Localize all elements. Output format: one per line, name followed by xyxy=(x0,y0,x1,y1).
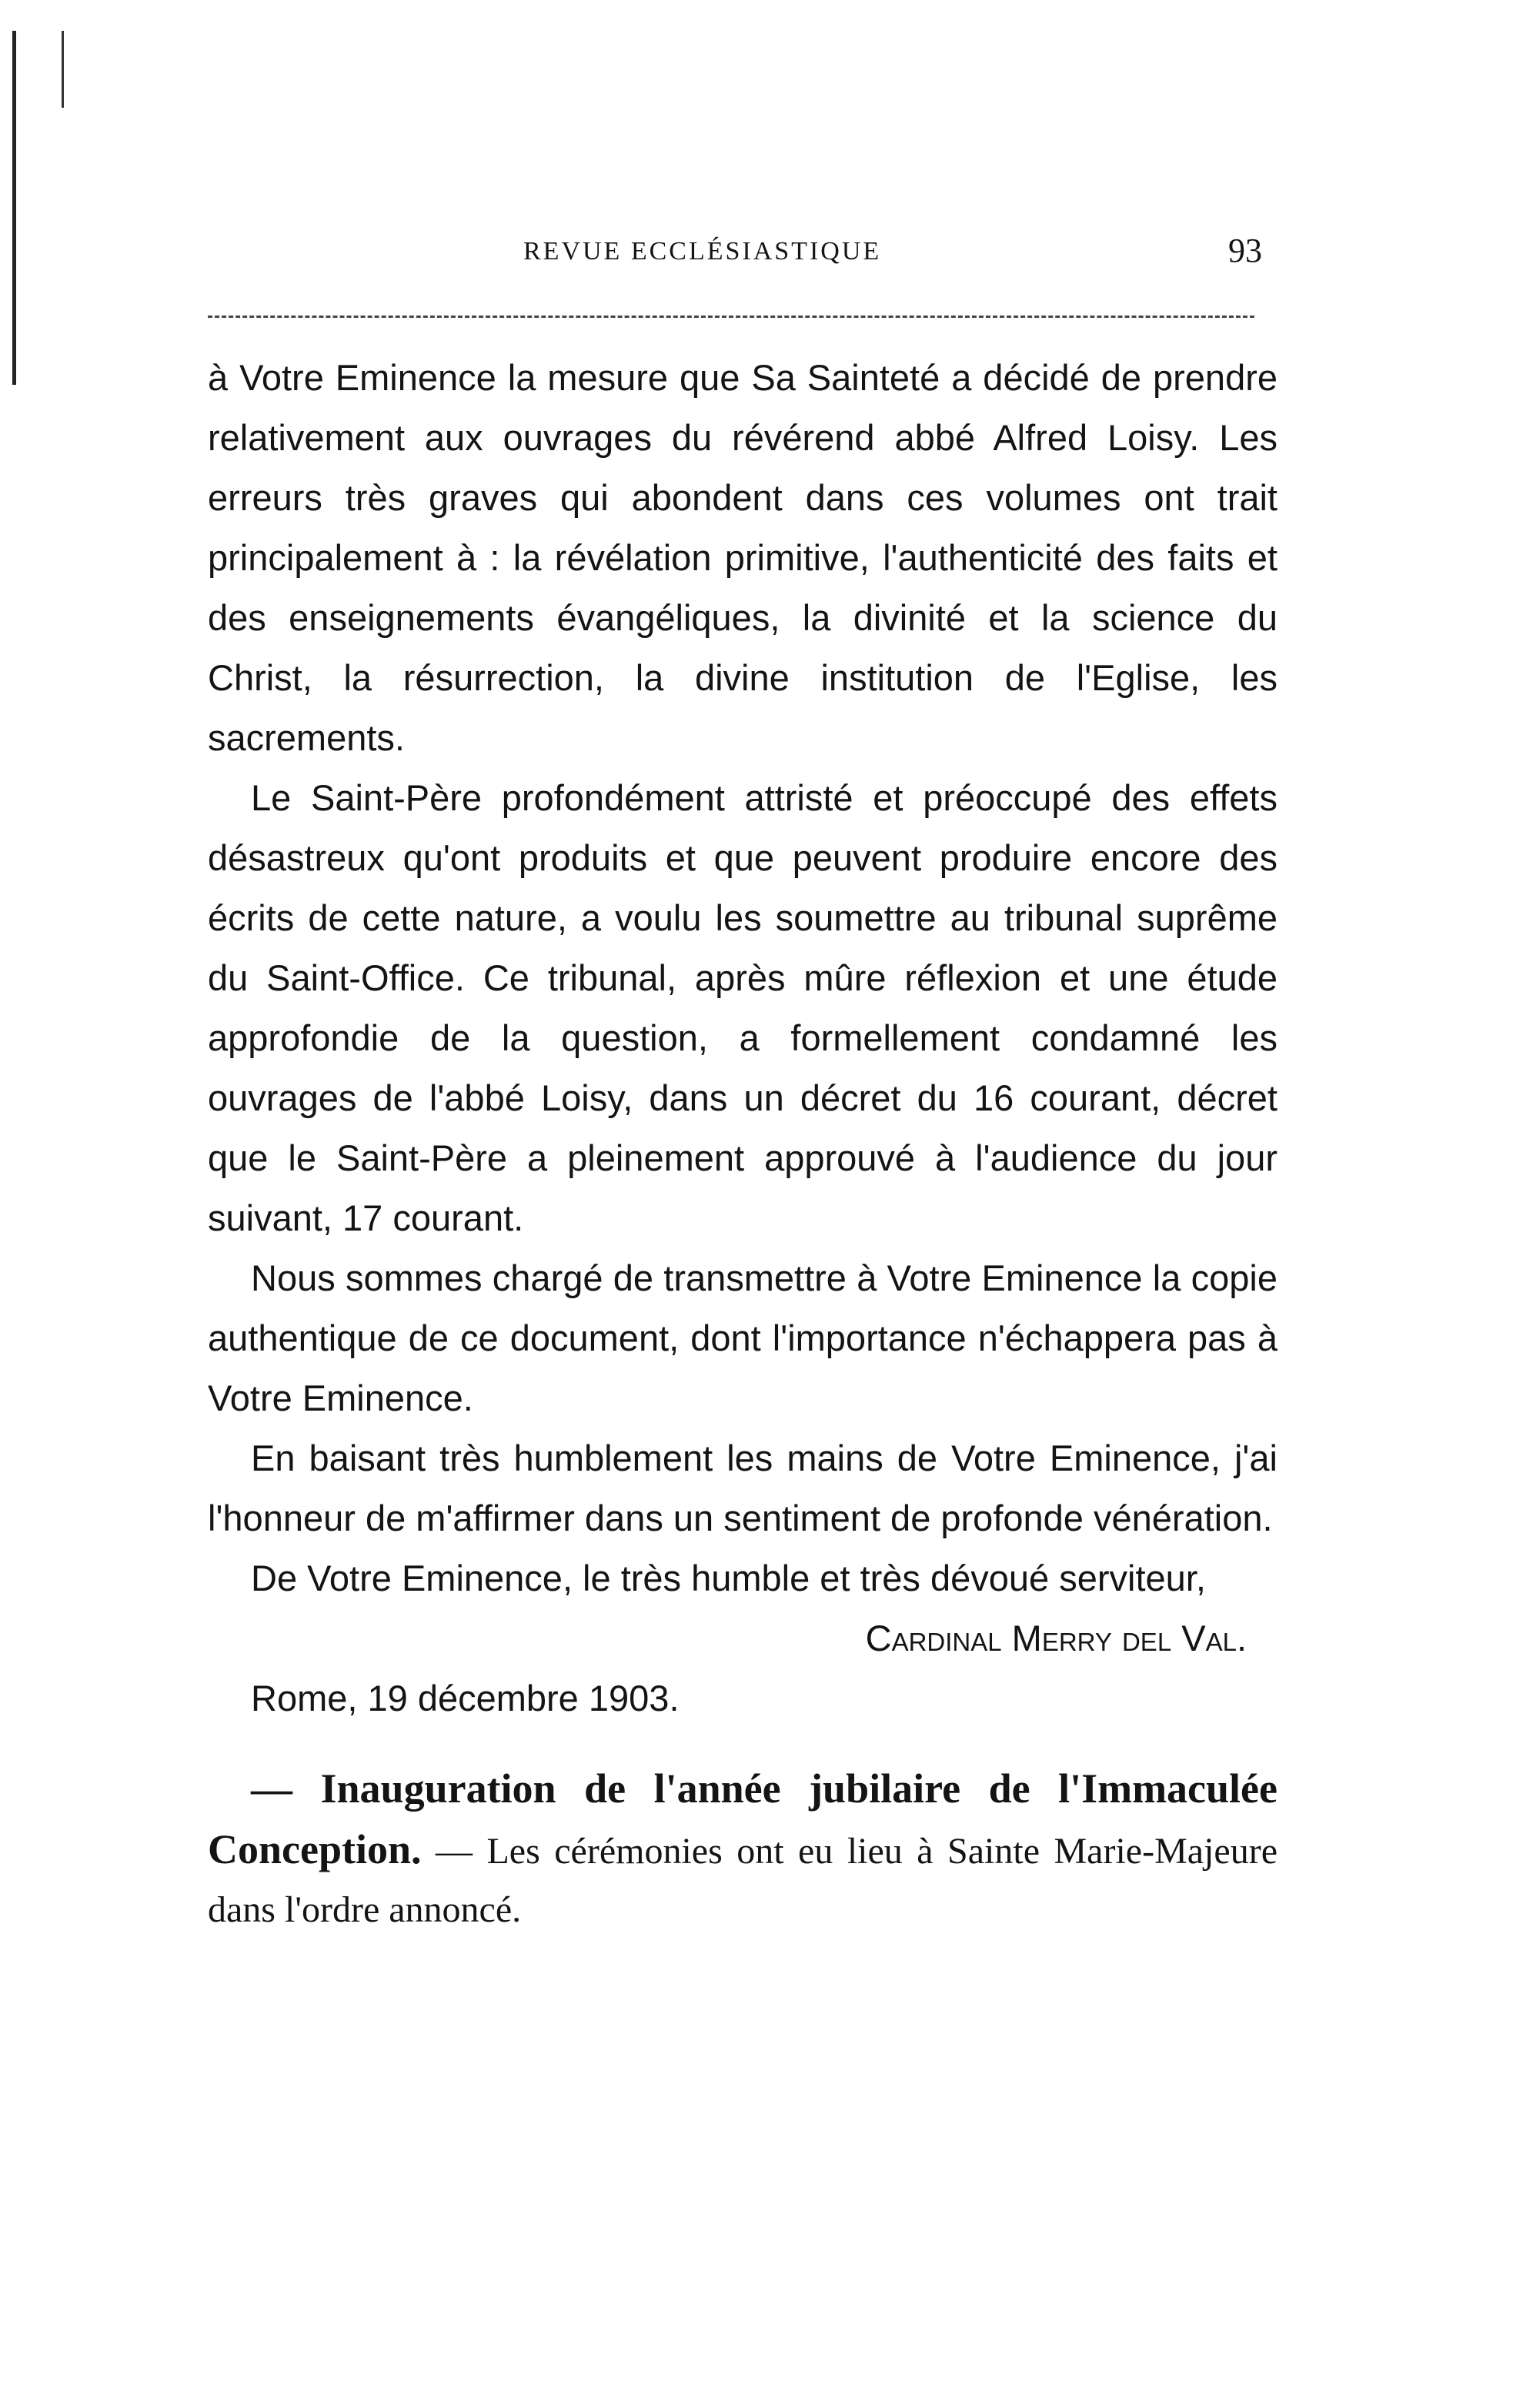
date-line: Rome, 19 décembre 1903. xyxy=(251,1678,680,1718)
body-text xyxy=(208,348,1278,1939)
paragraph: à Votre Eminence la mesure que Sa Sainteté a décidé de prendre relativement aux ouvrages du révérend abbé Alfred Loisy. Les erreurs très graves qui abondent dans ces volumes ont trait principalement à : la révélation primitive, l'authenticité des faits et des enseignements évangéliques, la divinité et la science du Christ, la résurrection, la divine institution de l'Eglise, les sacrements. xyxy=(208,357,1278,758)
news-section xyxy=(208,1759,1278,1939)
binding-edge-mark-secondary xyxy=(62,31,64,108)
signature-text: Cardinal Merry del Val. xyxy=(865,1618,1247,1658)
section-text: — Les cérémonies ont eu lieu à Sainte Marie-Majeure dans l'ordre annoncé. xyxy=(208,1831,1278,1930)
paragraph: De Votre Eminence, le très humble et très dévoué serviteur, xyxy=(251,1558,1206,1598)
page-number: 93 xyxy=(1228,232,1262,269)
running-head: REVUE ECCLÉSIASTIQUE xyxy=(523,237,882,266)
signature xyxy=(208,1608,1278,1668)
paragraph: Le Saint-Père profondément attristé et préoccupé des effets désastreux qu'ont produits et que peuvent produire encore des écrits de cette nature, a voulu les soumettre au tribunal suprême du Saint-Office. Ce tribunal, après mûre réflexion et une étude approfondie de la question, a formellement condamné les ouvrages de l'abbé Loisy, dans un décret du 16 courant, décret que le Saint-Père a pleinement approuvé à l'audience du jour suivant, 17 courant. xyxy=(208,777,1278,1238)
paragraph: En baisant très humblement les mains de Votre Eminence, j'ai l'honneur de m'affirmer dans un sentiment de profonde vénération. xyxy=(208,1438,1278,1538)
binding-edge-mark xyxy=(12,31,16,385)
section-heading: — Inauguration de l'année jubilaire de l'Immaculée Conception. xyxy=(208,1765,1278,1872)
page-header xyxy=(208,231,1285,277)
header-rule xyxy=(208,316,1254,318)
paragraph: Nous sommes chargé de transmettre à Votre Eminence la copie authentique de ce document, dont l'importance n'échappera pas à Votre Eminence. xyxy=(208,1257,1278,1418)
